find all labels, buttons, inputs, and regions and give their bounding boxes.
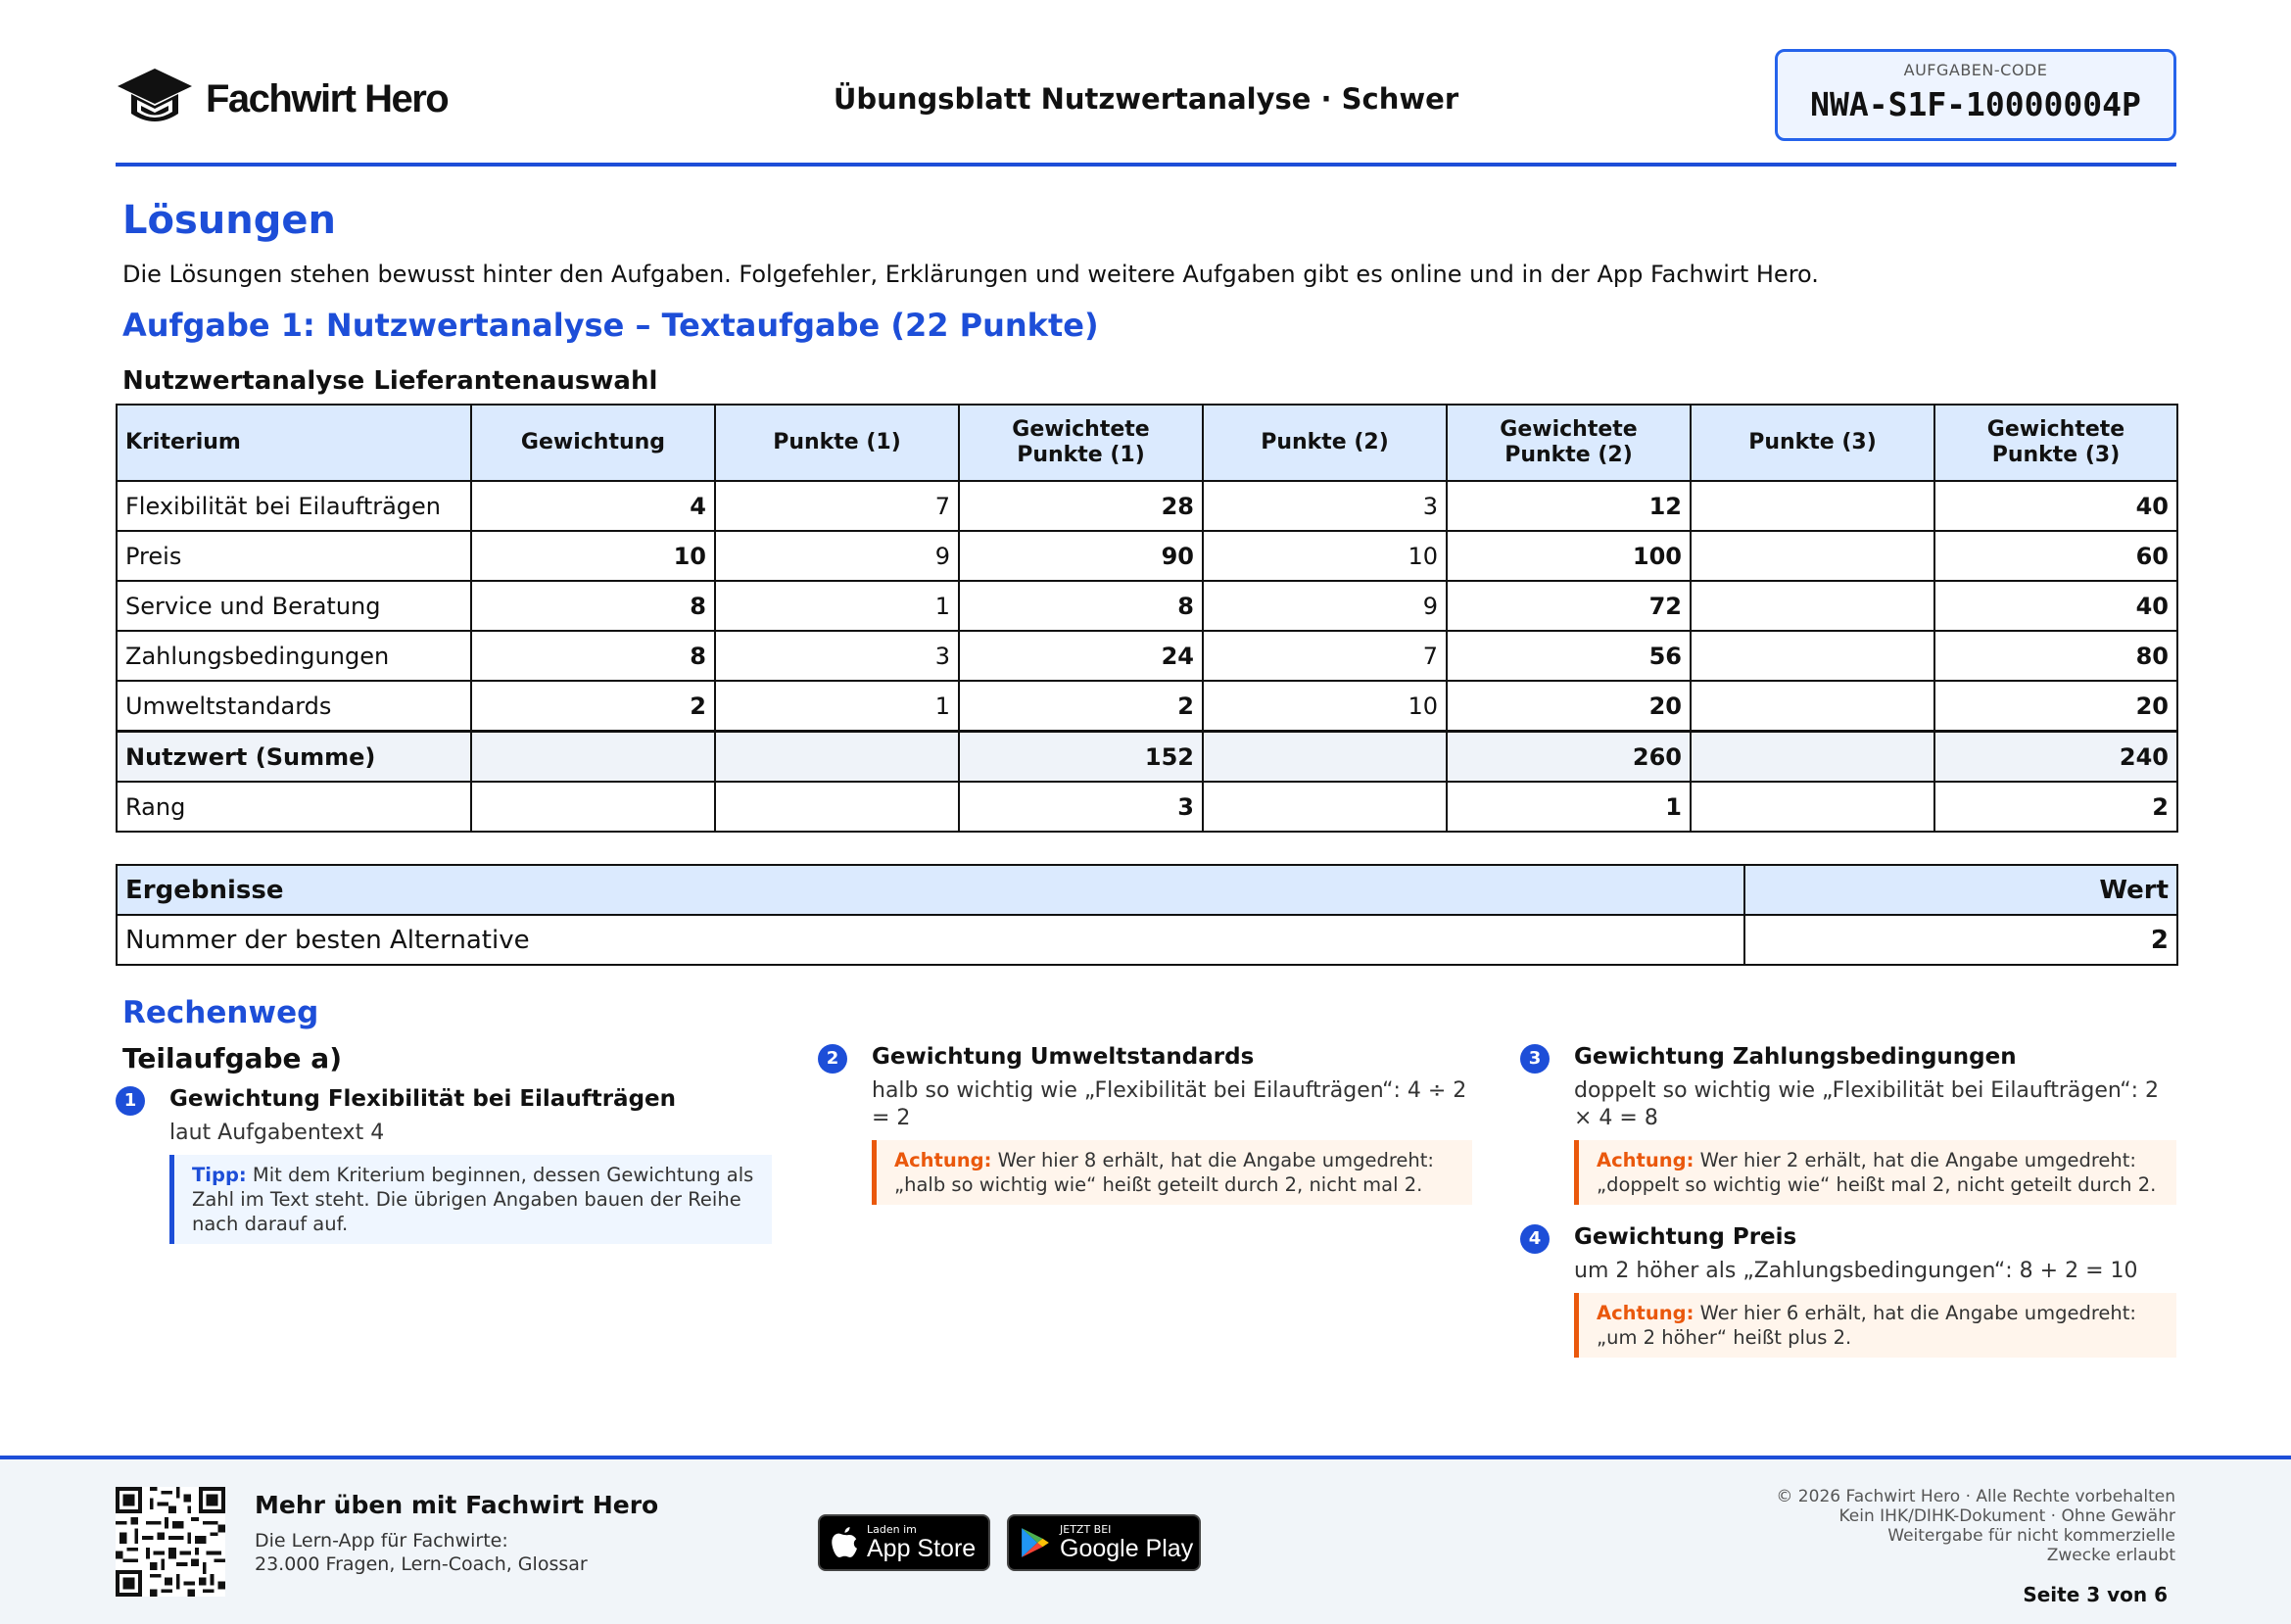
utility-analysis-table (116, 404, 2178, 833)
document-title: Übungsblatt Nutzwertanalyse · Schwer (833, 82, 1459, 116)
value-cell: 28 (959, 481, 1203, 531)
table-caption: Nutzwertanalyse Lieferantenauswahl (122, 366, 658, 396)
value-cell: 60 (1934, 531, 2177, 581)
warning-box (872, 1140, 1472, 1205)
promo-title: Mehr üben mit Fachwirt Hero (255, 1491, 659, 1519)
value-cell: 10 (471, 531, 715, 581)
subtask-heading: Teilaufgabe a) (122, 1042, 342, 1075)
warning-label: Achtung: (1597, 1302, 1694, 1324)
page-footer (0, 1456, 2291, 1624)
warning-label: Achtung: (894, 1149, 992, 1171)
value-cell: 3 (1203, 481, 1447, 531)
promo-line: Die Lern-App für Fachwirte: (255, 1530, 508, 1552)
results-row-value: 2 (1744, 915, 2177, 965)
value-cell: 7 (1203, 631, 1447, 681)
value-cell: 1 (715, 581, 959, 631)
column-header: Gewichtete Punkte (1) (959, 405, 1203, 481)
brand-name: Fachwirt Hero (206, 76, 449, 120)
table-row (117, 531, 2177, 581)
row-label-cell: Flexibilität bei Eilaufträgen (117, 481, 471, 531)
row-label-cell: Rang (117, 782, 471, 832)
app-store-small-text: Laden im (867, 1522, 917, 1536)
step-text: um 2 höher als „Zahlungsbedingungen“: 8 + 2 = 10 (1574, 1259, 2138, 1283)
warning-label: Achtung: (1597, 1149, 1694, 1171)
step-number-badge: 3 (1520, 1044, 1550, 1074)
value-cell: 72 (1447, 581, 1691, 631)
step-text: halb so wichtig wie „Flexibilität bei Eilaufträgen“: 4 ÷ 2 = 2 (872, 1078, 1467, 1130)
value-cell (715, 732, 959, 783)
value-cell (1691, 631, 1934, 681)
row-label-cell: Zahlungsbedingungen (117, 631, 471, 681)
warning-text: Wer hier 2 erhält, hat die Angabe umgedreht: „doppelt so wichtig wie“ heißt mal 2, nicht geteilt durch 2. (1597, 1149, 2157, 1196)
value-cell (1203, 732, 1447, 783)
google-play-icon (1021, 1527, 1050, 1558)
value-cell: 1 (1447, 782, 1691, 832)
step-text: laut Aufgabentext 4 (169, 1121, 385, 1145)
value-cell (1691, 481, 1934, 531)
value-cell: 3 (959, 782, 1203, 832)
column-header: Punkte (2) (1203, 405, 1447, 481)
step-title: Gewichtung Umweltstandards (872, 1044, 1255, 1070)
column-header: Gewichtung (471, 405, 715, 481)
value-cell: 10 (1203, 531, 1447, 581)
value-cell: 7 (715, 481, 959, 531)
rechenweg-heading: Rechenweg (122, 995, 319, 1030)
value-cell: 40 (1934, 581, 2177, 631)
tip-text: Mit dem Kriterium beginnen, dessen Gewichtung als Zahl im Text steht. Die übrigen Angaben bauen der Reihe nach darauf auf. (192, 1164, 754, 1235)
page-number: Seite 3 von 6 (2023, 1583, 2168, 1606)
table-row (117, 915, 2177, 965)
value-cell: 100 (1447, 531, 1691, 581)
solutions-heading: Lösungen (122, 198, 336, 243)
warning-text: Wer hier 6 erhält, hat die Angabe umgedreht: „um 2 höher“ heißt plus 2. (1597, 1302, 2136, 1349)
value-cell (715, 782, 959, 832)
value-cell: 9 (715, 531, 959, 581)
value-cell: 2 (1934, 782, 2177, 832)
rechenweg-column-3 (1520, 1042, 2176, 1358)
value-cell: 24 (959, 631, 1203, 681)
value-cell: 10 (1203, 681, 1447, 732)
app-store-text: App Store (867, 1534, 977, 1562)
value-cell: 20 (1934, 681, 2177, 732)
app-store-badge[interactable] (818, 1514, 990, 1571)
value-cell: 1 (715, 681, 959, 732)
value-cell: 152 (959, 732, 1203, 783)
value-cell (1691, 732, 1934, 783)
table-row (117, 631, 2177, 681)
step-title: Gewichtung Zahlungsbedingungen (1574, 1044, 2017, 1070)
rechenweg-column-1 (116, 1042, 772, 1244)
row-label-cell: Preis (117, 531, 471, 581)
value-cell: 8 (471, 581, 715, 631)
column-header: Gewichtete Punkte (3) (1934, 405, 2177, 481)
solution-step (1520, 1042, 2176, 1205)
task-1-heading: Aufgabe 1: Nutzwertanalyse – Textaufgabe (22 Punkte) (122, 307, 1099, 344)
value-cell: 3 (715, 631, 959, 681)
value-cell: 8 (959, 581, 1203, 631)
table-row (117, 481, 2177, 531)
value-cell (471, 732, 715, 783)
table-row (117, 732, 2177, 783)
value-cell (1691, 581, 1934, 631)
value-cell (1203, 782, 1447, 832)
promo-line: 23.000 Fragen, Lern-Coach, Glossar (255, 1553, 588, 1575)
results-header-label: Ergebnisse (117, 865, 1744, 915)
step-number-badge: 2 (818, 1044, 847, 1074)
value-cell (1691, 531, 1934, 581)
step-text: doppelt so wichtig wie „Flexibilität bei Eilaufträgen“: 2 × 4 = 8 (1574, 1078, 2160, 1130)
task-code-label: AUFGABEN-CODE (1903, 61, 2048, 79)
value-cell: 80 (1934, 631, 2177, 681)
solutions-intro: Die Lösungen stehen bewusst hinter den Aufgaben. Folgefehler, Erklärungen und weitere Aufgaben gibt es online und in der App Fachwirt Hero. (122, 261, 1819, 288)
value-cell (1691, 681, 1934, 732)
results-row-label: Nummer der besten Alternative (117, 915, 1744, 965)
column-header: Punkte (1) (715, 405, 959, 481)
column-header: Punkte (3) (1691, 405, 1934, 481)
legal-line: Weitergabe für nicht kommerzielle (1887, 1526, 2175, 1546)
task-code-value: NWA-S1F-10000004P (1810, 85, 2141, 123)
value-cell: 2 (471, 681, 715, 732)
value-cell: 20 (1447, 681, 1691, 732)
value-cell: 90 (959, 531, 1203, 581)
apple-icon (832, 1527, 859, 1558)
tip-label: Tipp: (192, 1164, 247, 1186)
tip-box (169, 1155, 772, 1244)
solution-step (818, 1042, 1472, 1205)
results-header-row (117, 865, 2177, 915)
row-label-cell: Service und Beratung (117, 581, 471, 631)
rechenweg-column-2 (818, 1042, 1472, 1205)
warning-box (1574, 1293, 2176, 1358)
value-cell (471, 782, 715, 832)
solution-step (1520, 1222, 2176, 1358)
results-table (116, 864, 2178, 966)
value-cell: 4 (471, 481, 715, 531)
warning-box (1574, 1140, 2176, 1205)
legal-line: Zwecke erlaubt (2046, 1546, 2175, 1565)
google-play-badge[interactable] (1007, 1514, 1201, 1571)
column-header: Gewichtete Punkte (2) (1447, 405, 1691, 481)
value-cell: 260 (1447, 732, 1691, 783)
page-header (116, 49, 2176, 167)
legal-notice (1776, 1487, 2175, 1565)
step-title: Gewichtung Flexibilität bei Eilaufträgen (169, 1086, 677, 1112)
value-cell (1691, 782, 1934, 832)
value-cell: 8 (471, 631, 715, 681)
value-cell: 40 (1934, 481, 2177, 531)
google-play-small-text: JETZT BEI (1060, 1522, 1112, 1536)
google-play-text: Google Play (1060, 1534, 1194, 1562)
value-cell: 56 (1447, 631, 1691, 681)
table-row (117, 782, 2177, 832)
task-code-box (1775, 49, 2176, 141)
results-header-value: Wert (1744, 865, 2177, 915)
value-cell: 2 (959, 681, 1203, 732)
qr-code-icon[interactable] (116, 1487, 225, 1597)
warning-text: Wer hier 8 erhält, hat die Angabe umgedreht: „halb so wichtig wie“ heißt geteilt durch 2, nicht mal 2. (894, 1149, 1434, 1196)
row-label-cell: Umweltstandards (117, 681, 471, 732)
legal-line: Kein IHK/DIHK-Dokument · Ohne Gewähr (1838, 1506, 2175, 1526)
table-header-row (117, 405, 2177, 481)
value-cell: 9 (1203, 581, 1447, 631)
column-header: Kriterium (117, 405, 471, 481)
legal-line: © 2026 Fachwirt Hero · Alle Rechte vorbehalten (1776, 1487, 2175, 1506)
step-title: Gewichtung Preis (1574, 1224, 1797, 1250)
solution-step (116, 1084, 772, 1244)
step-number-badge: 1 (116, 1086, 145, 1116)
value-cell: 12 (1447, 481, 1691, 531)
value-cell: 240 (1934, 732, 2177, 783)
step-number-badge: 4 (1520, 1224, 1550, 1254)
table-row (117, 581, 2177, 631)
table-row (117, 681, 2177, 732)
row-label-cell: Nutzwert (Summe) (117, 732, 471, 783)
